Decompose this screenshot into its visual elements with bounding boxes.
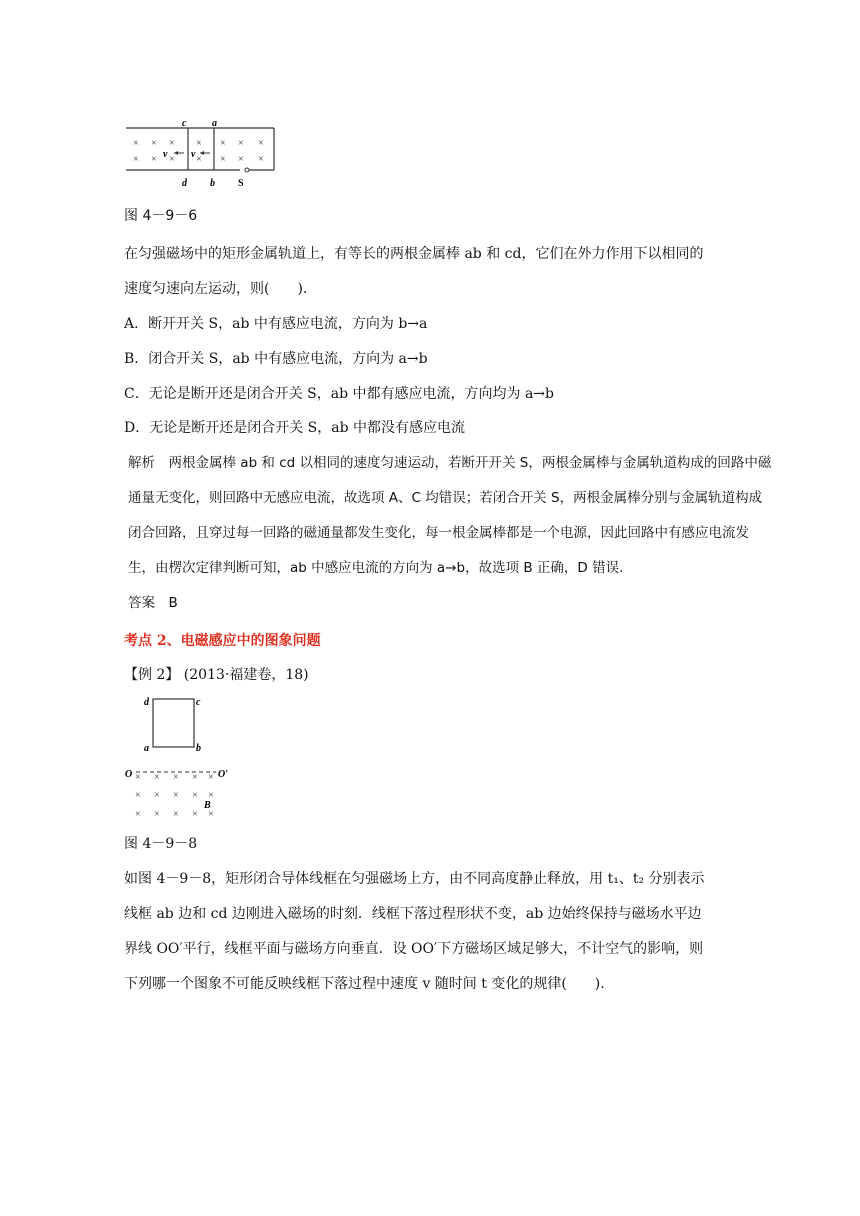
svg-text:×: × <box>196 138 202 149</box>
svg-text:×: × <box>154 790 160 801</box>
svg-text:×: × <box>192 809 198 820</box>
svg-text:×: × <box>173 772 179 783</box>
analysis-line1: 解析 两根金属棒 ab 和 cd 以相同的速度匀速运动，若断开开关 S，两根金属棒与金属轨道构成的回路中磁 <box>128 455 772 471</box>
svg-text:×: × <box>208 772 214 783</box>
question1-stem-line1: 在匀强磁场中的矩形金属轨道上，有等长的两根金属棒 ab 和 cd，它们在外力作用下以相同的 <box>124 246 704 262</box>
label-o: O <box>125 769 133 780</box>
figure2-caption: 图 4－9－8 <box>124 836 198 852</box>
figure-falling-frame <box>122 690 242 822</box>
analysis-line3: 闭合回路，且穿过每一回路的磁通量都发生变化，每一根金属棒都是一个电源，因此回路中有感应电流发 <box>128 525 749 541</box>
svg-text:×: × <box>208 809 214 820</box>
figure-rail-diagram <box>122 118 282 192</box>
svg-text:×: × <box>135 809 141 820</box>
option-b: B．闭合开关 S，ab 中有感应电流，方向为 a→b <box>124 351 428 367</box>
question2-line1: 如图 4－9－8，矩形闭合导体线框在匀强磁场上方，由不同高度静止释放，用 t₁、t₂ 分别表示 <box>124 871 705 887</box>
svg-text:×: × <box>169 154 175 165</box>
svg-text:×: × <box>169 138 175 149</box>
svg-text:×: × <box>220 154 226 165</box>
label-b: b <box>210 178 215 189</box>
svg-text:×: × <box>151 138 157 149</box>
example2-label: 【例 2】 (2013·福建卷，18) <box>124 667 309 683</box>
label-a: a <box>212 118 217 129</box>
svg-text:×: × <box>220 138 226 149</box>
svg-text:×: × <box>258 154 264 165</box>
svg-text:×: × <box>258 138 264 149</box>
label-c: c <box>182 118 187 129</box>
svg-text:×: × <box>133 138 139 149</box>
option-d: D．无论是断开还是闭合开关 S，ab 中都没有感应电流 <box>124 420 466 436</box>
answer: 答案 B <box>128 595 178 611</box>
label-d: d <box>182 178 187 189</box>
svg-text:×: × <box>154 772 160 783</box>
figure1-caption: 图 4－9－6 <box>124 208 198 224</box>
label-B: B <box>204 800 211 811</box>
svg-text:×: × <box>173 809 179 820</box>
section2-heading: 考点 2、电磁感应中的图象问题 <box>124 633 321 649</box>
label-o-prime: O′ <box>218 769 229 780</box>
svg-text:×: × <box>173 790 179 801</box>
svg-text:×: × <box>151 154 157 165</box>
label-c: c <box>196 697 201 708</box>
question2-line3: 界线 OO′平行，线框平面与磁场方向垂直．设 OO′下方磁场区域足够大，不计空气的影响，则 <box>124 941 704 957</box>
label-v1: v <box>163 149 168 160</box>
svg-text:×: × <box>196 154 202 165</box>
label-s: S <box>238 178 244 189</box>
question2-line4: 下列哪一个图象不可能反映线框下落过程中速度 v 随时间 t 变化的规律( ). <box>124 976 605 992</box>
svg-text:×: × <box>192 772 198 783</box>
analysis-line4: 生，由楞次定律判断可知，ab 中感应电流的方向为 a→b，故选项 B 正确，D 错误. <box>128 560 624 576</box>
svg-text:×: × <box>135 772 141 783</box>
question2-line2: 线框 ab 边和 cd 边刚进入磁场的时刻．线框下落过程形状不变，ab 边始终保持与磁场水平边 <box>124 906 702 922</box>
label-v2: v <box>191 149 196 160</box>
label-d: d <box>144 697 149 708</box>
svg-text:×: × <box>238 138 244 149</box>
question1-stem-line2: 速度匀速向左运动，则( ). <box>124 281 308 297</box>
svg-text:×: × <box>135 790 141 801</box>
option-c: C．无论是断开还是闭合开关 S，ab 中都有感应电流，方向均为 a→b <box>124 386 554 402</box>
magnetic-field-crosses <box>135 772 214 820</box>
svg-text:×: × <box>208 790 214 801</box>
magnetic-field-crosses <box>133 138 264 165</box>
label-a: a <box>144 743 149 754</box>
svg-text:×: × <box>133 154 139 165</box>
label-b: b <box>196 743 201 754</box>
option-a: A．断开开关 S，ab 中有感应电流，方向为 b→a <box>124 316 428 332</box>
svg-text:×: × <box>154 809 160 820</box>
svg-text:×: × <box>192 790 198 801</box>
svg-text:×: × <box>238 154 244 165</box>
analysis-line2: 通量无变化，则回路中无感应电流，故选项 A、C 均错误；若闭合开关 S，两根金属棒分别与金属轨道构成 <box>128 490 763 506</box>
